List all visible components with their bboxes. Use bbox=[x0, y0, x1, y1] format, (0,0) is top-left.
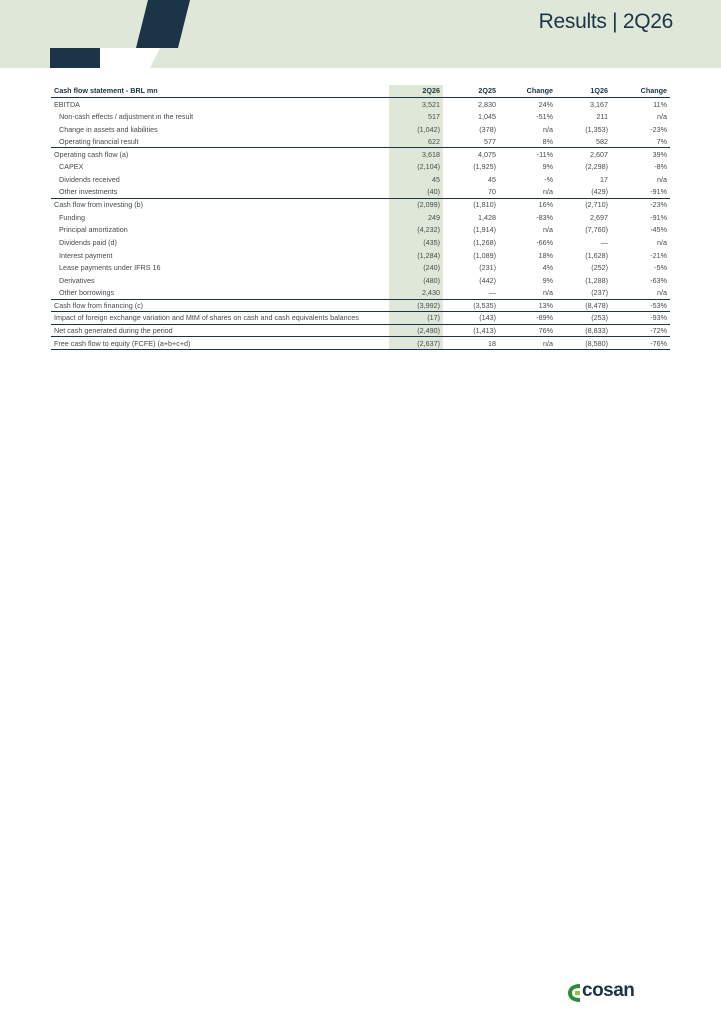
value-1q26: (1,628) bbox=[585, 250, 608, 260]
value-change-qoq: -72% bbox=[611, 324, 670, 337]
value-2q25: 18 bbox=[443, 337, 499, 350]
value-change-qoq: -93% bbox=[611, 312, 670, 325]
value-2q26: (2,099) bbox=[389, 198, 443, 211]
cosan-logo-icon bbox=[566, 982, 582, 1004]
row-label: Cash flow from financing (c) bbox=[51, 299, 389, 312]
table-row bbox=[51, 261, 670, 274]
value-change-yoy: 24% bbox=[499, 98, 556, 111]
row-label: Principal amortization bbox=[59, 225, 128, 235]
value-change-qoq: 39% bbox=[611, 148, 670, 161]
value-change-yoy: n/a bbox=[499, 337, 556, 350]
value-2q25: 70 bbox=[488, 187, 496, 197]
decor-block-white bbox=[100, 48, 160, 68]
table-row bbox=[51, 173, 670, 186]
value-change-yoy: -66% bbox=[536, 237, 553, 247]
value-2q25: (1,810) bbox=[443, 198, 499, 211]
cash-flow-table bbox=[51, 85, 670, 350]
value-2q26: (240) bbox=[389, 261, 443, 274]
table-row bbox=[51, 186, 670, 199]
table-row bbox=[51, 211, 670, 224]
value-change-qoq: n/a bbox=[657, 111, 667, 121]
value-change-qoq: n/a bbox=[657, 288, 667, 298]
value-2q26: (2,490) bbox=[389, 324, 443, 337]
value-change-yoy: -83% bbox=[536, 212, 553, 222]
cosan-logo-text: cosan bbox=[582, 980, 635, 1001]
value-1q26: (429) bbox=[591, 187, 608, 197]
table-row bbox=[51, 198, 670, 211]
value-change-qoq: 11% bbox=[611, 98, 670, 111]
header-decor-shapes bbox=[0, 0, 200, 68]
value-1q26: (7,760) bbox=[585, 225, 608, 235]
value-2q26: (17) bbox=[389, 312, 443, 325]
value-change-yoy: -11% bbox=[499, 148, 556, 161]
value-change-qoq: -23% bbox=[650, 124, 667, 134]
value-2q25: 45 bbox=[488, 174, 496, 184]
value-change-yoy: n/a bbox=[543, 124, 553, 134]
value-2q25: — bbox=[488, 288, 496, 298]
value-change-yoy: 13% bbox=[499, 299, 556, 312]
row-label: Interest payment bbox=[59, 250, 113, 260]
value-change-yoy: 9% bbox=[542, 162, 553, 172]
value-2q25: (1,925) bbox=[473, 162, 496, 172]
value-change-yoy: -51% bbox=[536, 111, 553, 121]
value-change-yoy: n/a bbox=[543, 225, 553, 235]
value-2q26: 3,521 bbox=[389, 98, 443, 111]
value-2q26: 517 bbox=[389, 110, 443, 123]
row-label: Change in assets and liabilities bbox=[59, 124, 158, 134]
table-row bbox=[51, 337, 670, 350]
value-2q26: (1,284) bbox=[389, 249, 443, 262]
value-1q26: (252) bbox=[591, 263, 608, 273]
value-1q26: 2,607 bbox=[556, 148, 611, 161]
value-change-yoy: 18% bbox=[538, 250, 553, 260]
value-change-qoq: -91% bbox=[650, 212, 667, 222]
value-change-qoq: -53% bbox=[611, 299, 670, 312]
value-2q25: 2,830 bbox=[443, 98, 499, 111]
table-row bbox=[51, 98, 670, 111]
value-change-qoq: -23% bbox=[611, 198, 670, 211]
value-1q26: (8,833) bbox=[556, 324, 611, 337]
value-2q26: (1,042) bbox=[389, 123, 443, 136]
table-row bbox=[51, 123, 670, 136]
value-1q26: — bbox=[600, 237, 608, 247]
value-2q26: 622 bbox=[389, 135, 443, 148]
decor-slanted-block bbox=[136, 0, 190, 48]
value-2q26: (2,104) bbox=[389, 161, 443, 174]
value-change-yoy: 9% bbox=[542, 275, 553, 285]
row-label: Non-cash effects / adjustment in the result bbox=[59, 111, 194, 121]
value-1q26: 2,697 bbox=[590, 212, 608, 222]
row-label: Operating financial result bbox=[59, 136, 139, 146]
column-header-change-qoq: Change bbox=[611, 85, 670, 98]
row-label: Derivatives bbox=[59, 275, 95, 285]
value-2q26: 249 bbox=[389, 211, 443, 224]
decor-block-left bbox=[50, 48, 100, 68]
value-1q26: 3,167 bbox=[556, 98, 611, 111]
value-2q25: (378) bbox=[479, 124, 496, 134]
value-1q26: (8,580) bbox=[556, 337, 611, 350]
value-2q26: (40) bbox=[389, 186, 443, 199]
column-header-1q26: 1Q26 bbox=[556, 85, 611, 98]
table-header-row bbox=[51, 85, 670, 98]
column-header-label: Cash flow statement - BRL mn bbox=[51, 85, 389, 98]
table-row bbox=[51, 249, 670, 262]
value-change-qoq: 7% bbox=[656, 136, 667, 146]
value-1q26: (253) bbox=[556, 312, 611, 325]
value-2q25: 1,428 bbox=[478, 212, 496, 222]
row-label: Dividends received bbox=[59, 174, 120, 184]
row-label: EBITDA bbox=[51, 98, 389, 111]
row-label: Other borrowings bbox=[59, 288, 115, 298]
table-row bbox=[51, 324, 670, 337]
value-2q25: 4,075 bbox=[443, 148, 499, 161]
value-1q26: (2,298) bbox=[585, 162, 608, 172]
row-label: Free cash flow to equity (FCFE) (a+b+c+d) bbox=[51, 337, 389, 350]
value-1q26: (1,353) bbox=[585, 124, 608, 134]
table-row bbox=[51, 135, 670, 148]
value-change-qoq: -76% bbox=[611, 337, 670, 350]
value-change-yoy: 16% bbox=[499, 198, 556, 211]
table-row bbox=[51, 236, 670, 249]
row-label: CAPEX bbox=[59, 162, 84, 172]
value-2q26: 45 bbox=[389, 173, 443, 186]
value-change-yoy: n/a bbox=[543, 187, 553, 197]
value-change-qoq: n/a bbox=[657, 237, 667, 247]
value-change-qoq: -5% bbox=[654, 263, 667, 273]
value-2q26: (2,637) bbox=[389, 337, 443, 350]
value-2q25: (1,089) bbox=[473, 250, 496, 260]
page-title: Results | 2Q26 bbox=[538, 10, 673, 33]
value-2q26: (435) bbox=[389, 236, 443, 249]
value-2q26: 2,430 bbox=[389, 287, 443, 300]
value-2q25: (442) bbox=[479, 275, 496, 285]
row-label: Cash flow from investing (b) bbox=[51, 198, 389, 211]
value-2q26: (4,232) bbox=[389, 224, 443, 237]
row-label: Funding bbox=[59, 212, 85, 222]
value-change-qoq: -63% bbox=[650, 275, 667, 285]
row-label: Lease payments under IFRS 16 bbox=[59, 263, 161, 273]
table-row bbox=[51, 148, 670, 161]
value-1q26: (237) bbox=[591, 288, 608, 298]
value-1q26: 17 bbox=[600, 174, 608, 184]
value-change-qoq: n/a bbox=[657, 174, 667, 184]
value-1q26: 211 bbox=[596, 111, 608, 121]
column-header-2q26: 2Q26 bbox=[389, 85, 443, 98]
value-2q25: (231) bbox=[479, 263, 496, 273]
row-label: Dividends paid (d) bbox=[59, 237, 117, 247]
value-change-yoy: 76% bbox=[499, 324, 556, 337]
table-row bbox=[51, 287, 670, 300]
value-2q25: (1,268) bbox=[473, 237, 496, 247]
row-label: Other investments bbox=[59, 187, 118, 197]
value-change-yoy: -% bbox=[544, 174, 553, 184]
value-2q26: 3,618 bbox=[389, 148, 443, 161]
value-2q25: (3,535) bbox=[443, 299, 499, 312]
table-row bbox=[51, 274, 670, 287]
value-1q26: (1,288) bbox=[585, 275, 608, 285]
row-label: Net cash generated during the period bbox=[51, 324, 389, 337]
value-1q26: 582 bbox=[596, 136, 608, 146]
column-header-2q25: 2Q25 bbox=[443, 85, 499, 98]
value-1q26: (2,710) bbox=[556, 198, 611, 211]
row-label: Impact of foreign exchange variation and MtM of shares on cash and cash equivalents balances bbox=[51, 312, 389, 325]
row-label: Operating cash flow (a) bbox=[51, 148, 389, 161]
table-row bbox=[51, 161, 670, 174]
value-change-qoq: -45% bbox=[650, 225, 667, 235]
value-1q26: (8,478) bbox=[556, 299, 611, 312]
value-2q26: (480) bbox=[389, 274, 443, 287]
table-row bbox=[51, 110, 670, 123]
value-2q25: (1,914) bbox=[473, 225, 496, 235]
column-header-change-yoy: Change bbox=[499, 85, 556, 98]
cosan-logo bbox=[566, 982, 648, 1004]
table-row bbox=[51, 299, 670, 312]
value-change-qoq: -21% bbox=[650, 250, 667, 260]
table-body bbox=[51, 98, 670, 350]
value-change-yoy: 4% bbox=[542, 263, 553, 273]
value-change-yoy: -89% bbox=[499, 312, 556, 325]
value-change-qoq: -91% bbox=[650, 187, 667, 197]
value-2q26: (3,992) bbox=[389, 299, 443, 312]
table-row bbox=[51, 224, 670, 237]
table-row bbox=[51, 312, 670, 325]
value-2q25: (143) bbox=[443, 312, 499, 325]
value-change-yoy: n/a bbox=[543, 288, 553, 298]
value-change-yoy: 8% bbox=[542, 136, 553, 146]
value-change-qoq: -8% bbox=[654, 162, 667, 172]
value-2q25: 577 bbox=[484, 136, 496, 146]
value-2q25: 1,045 bbox=[478, 111, 496, 121]
value-2q25: (1,413) bbox=[443, 324, 499, 337]
